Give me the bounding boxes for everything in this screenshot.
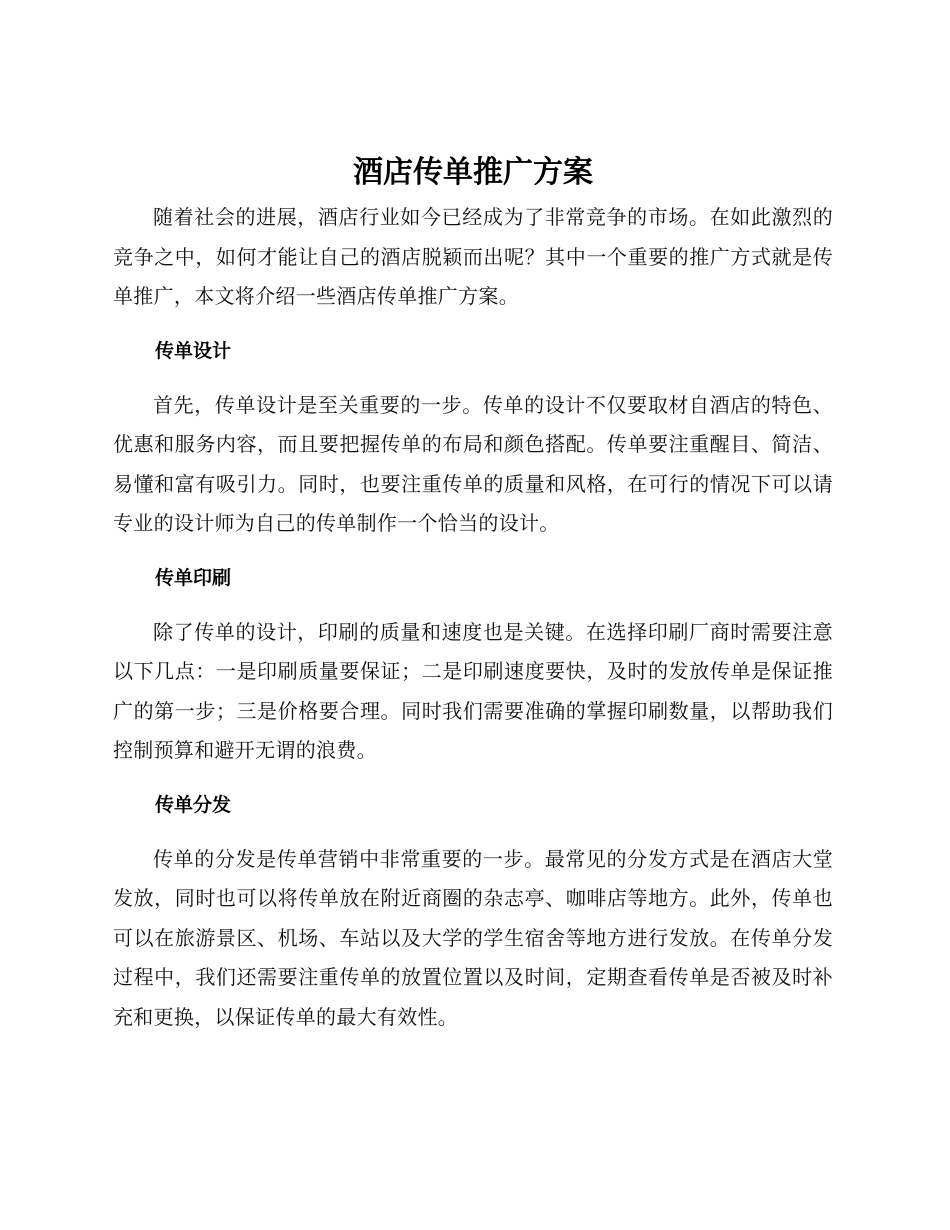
section-body-distribution: 传单的分发是传单营销中非常重要的一步。最常见的分发方式是在酒店大堂发放，同时也可以将传单放在附近商圈的杂志亭、咖啡店等地方。此外，传单也可以在旅游景区、机场、车站以及大学的学生宿舍等地方进行发放。在传单分发过程中，我们还需要注重传单的放置位置以及时间，定期查看传单是否被及时补充和更换，以保证传单的最大有效性。 <box>113 846 833 1029</box>
section-body-design: 首先，传单设计是至关重要的一步。传单的设计不仅要取材自酒店的特色、优惠和服务内容，而且要把握传单的布局和颜色搭配。传单要注重醒目、简洁、易懂和富有吸引力。同时，也要注重传单的质量和风格，在可行的情况下可以请专业的设计师为自己的传单制作一个恰当的设计。 <box>113 392 833 535</box>
document-page <box>113 148 833 1037</box>
section-body-printing: 除了传单的设计，印刷的质量和速度也是关键。在选择印刷厂商时需要注意以下几点：一是印刷质量要保证；二是印刷速度要快，及时的发放传单是保证推广的第一步；三是价格要合理。同时我们需要准确的掌握印刷数量，以帮助我们控制预算和避开无谓的浪费。 <box>113 619 833 762</box>
section-heading-distribution: 传单分发 <box>155 793 232 816</box>
section-heading-printing: 传单印刷 <box>155 566 232 589</box>
section-heading-design: 传单设计 <box>155 339 232 362</box>
document-title: 酒店传单推广方案 <box>353 155 593 190</box>
intro-paragraph: 随着社会的进展，酒店行业如今已经成为了非常竞争的市场。在如此激烈的竞争之中，如何才能让自己的酒店脱颖而出呢？其中一个重要的推广方式就是传单推广，本文将介绍一些酒店传单推广方案。 <box>113 205 833 308</box>
